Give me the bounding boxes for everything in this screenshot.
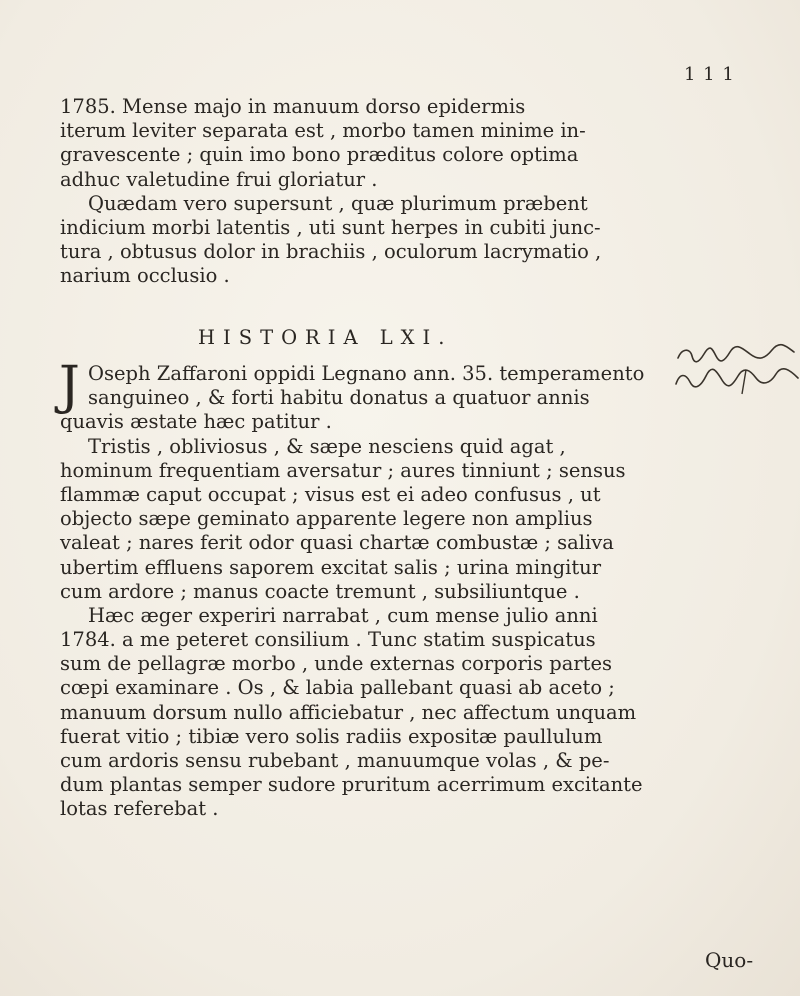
opening-paragraphs	[60, 95, 780, 289]
text-line: sanguineo , & forti habitu donatus a quatuor annis	[88, 386, 590, 410]
drop-cap: J	[59, 356, 80, 416]
text-line: flammæ caput occupat ; visus est ei adeo confusus , ut	[60, 482, 601, 506]
text-line: cum ardore ; manus coacte tremunt , subsiliuntque .	[60, 579, 580, 603]
text-line: Quædam vero supersunt , quæ plurimum præbent	[88, 191, 588, 215]
text-line: dum plantas semper sudore pruritum acerrimum excitante	[60, 773, 643, 797]
text-line: cœpi examinare . Os , & labia pallebant quasi ab aceto ;	[60, 676, 615, 700]
text-line: gravescente ; quin imo bono præditus colore optima	[60, 143, 579, 167]
text-line: Tristis , obliviosus , & sæpe nesciens quid agat ,	[88, 434, 566, 458]
text-line: iterum leviter separata est , morbo tamen minime in-	[60, 119, 586, 143]
text-line: ubertim effluens saporem excitat salis ; urina mingitur	[60, 555, 602, 579]
text-line: objecto sæpe geminato apparente legere non amplius	[60, 507, 593, 531]
first-paragraph	[59, 356, 760, 435]
text-line: adhuc valetudine frui gloriatur .	[60, 167, 378, 191]
section-heading: HISTORIA LXI.	[198, 326, 453, 349]
text-line: lotas referebat .	[60, 797, 219, 821]
text-line: sum de pellagræ morbo , unde externas corporis partes	[60, 652, 613, 676]
text-line: 1785. Mense majo in manuum dorso epidermis	[60, 95, 526, 118]
catchword: Quo-	[705, 948, 754, 972]
text-line: hominum frequentiam aversatur ; aures tinniunt ; sensus	[60, 458, 626, 482]
text-line: indicium morbi latentis , uti sunt herpes in cubiti junc-	[60, 215, 601, 239]
text-line: 1784. a me peteret consilium . Tunc statim suspicatus	[60, 628, 596, 652]
text-line: quavis æstate hæc patitur .	[60, 410, 332, 434]
text-line: narium occlusio .	[60, 264, 230, 288]
text-line: fuerat vitio ; tibiæ vero solis radiis expositæ paullulum	[60, 724, 603, 748]
text-line: cum ardoris sensu rubebant , manuumque volas , & pe-	[60, 749, 610, 772]
page-number: 1 1 1	[684, 64, 735, 85]
text-line: manuum dorsum nullo afficiebatur , nec affectum unquam	[60, 700, 637, 724]
case-history	[59, 356, 760, 822]
text-line: Hæc æger experiri narrabat , cum mense julio anni	[88, 603, 598, 627]
text-line: tura , obtusus dolor in brachiis , oculorum lacrymatio ,	[60, 240, 602, 264]
text-line: valeat ; nares ferit odor quasi chartæ combustæ ; saliva	[60, 531, 614, 555]
text-line: Oseph Zaffaroni oppidi Legnano ann. 35. temperamento	[88, 362, 645, 385]
